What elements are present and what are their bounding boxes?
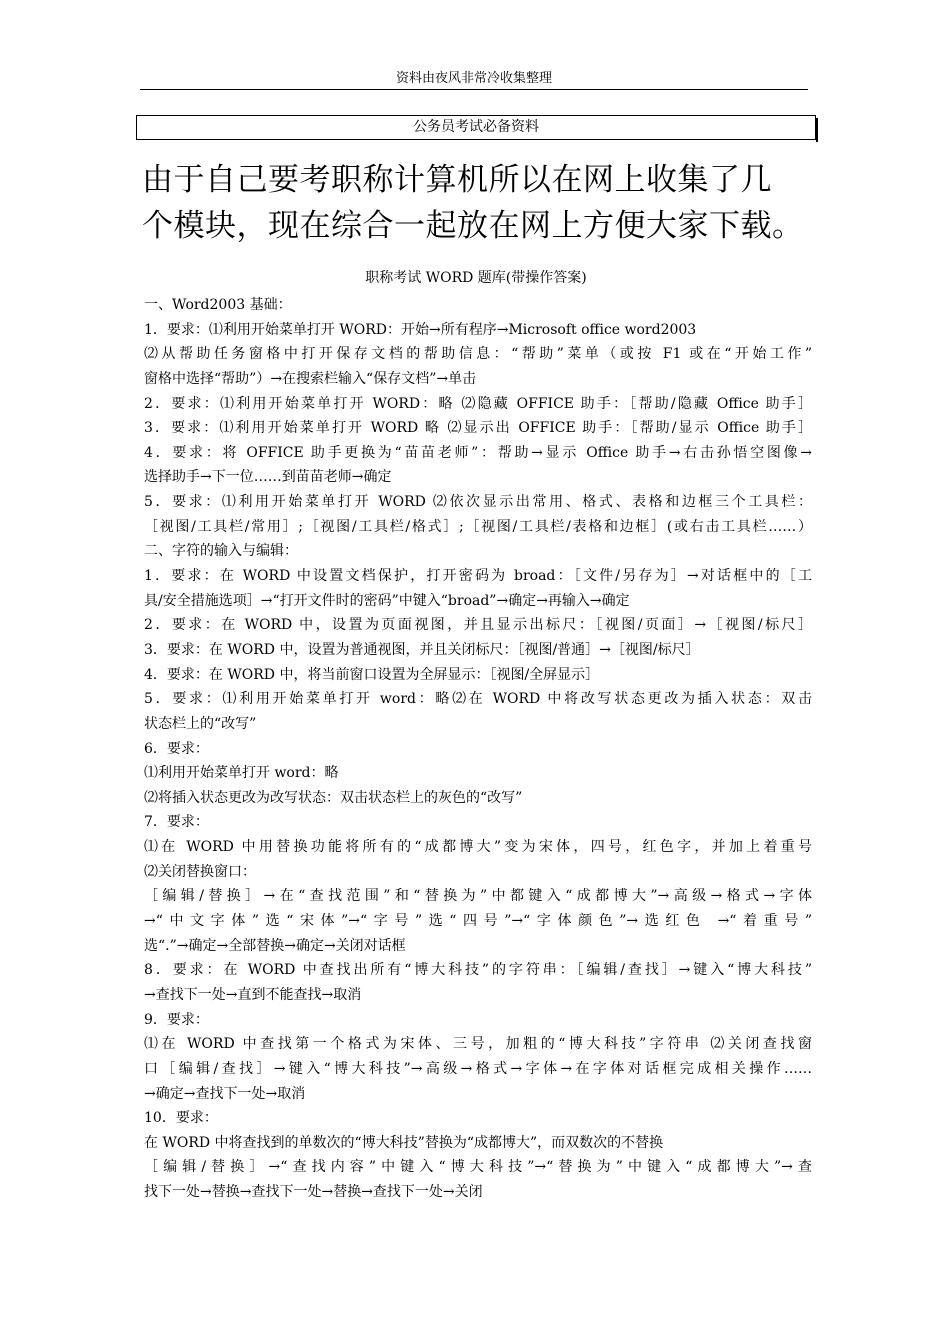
text-line: 3．要求：⑴利用开始菜单打开 WORD 略 ⑵显示出 OFFICE 助手：［帮助/显示 Office 助手］ [144,420,812,437]
text-line: 二、字符的输入与编辑： [144,543,298,560]
text-line: 状态栏上的“改写” [144,715,257,732]
text-line: 4．要求：在 WORD 中，将当前窗口设置为全屏显示：［视图/全屏显示］ [144,666,600,683]
text-line: →确定→查找下一处→取消 [144,1085,306,1102]
text-line: →查找下一处→直到不能查找→取消 [144,986,362,1003]
text-line: 1．要求：⑴利用开始菜单打开 WORD：开始→所有程序→Microsoft office word2003 [144,321,697,338]
title-line: 由于自己要考职称计算机所以在网上收集了几 [142,162,772,198]
text-line: 选“.”→确定→全部替换→确定→关闭对话框 [144,937,406,954]
title-line: 个模块，现在综合一起放在网上方便大家下载。 [142,208,804,244]
text-line: 5．要求：⑴利用开始菜单打开 WORD ⑵依次显示出常用、格式、表格和边框三个工具栏： [144,494,812,511]
text-line: 4．要求：将 OFFICE 助手更换为“苗苗老师”：帮助→显示 Office 助手→右击孙悟空图像→ [144,444,812,461]
page-header-note: 资料由夜风非常冷收集整理 [395,71,552,86]
text-line: ⑵关闭替换窗口： [144,863,256,880]
text-line: 窗格中选择“帮助”）→在搜索栏输入“保存文档”→单击 [144,370,477,387]
text-line: 9．要求： [144,1011,209,1028]
text-line: 具/安全措施选项］→“打开文件时的密码”中键入“broad”→确定→再输入→确定 [144,592,630,609]
text-line: 6．要求： [144,740,209,757]
document-title [142,157,818,249]
text-line: ⑴在 WORD 中用替换功能将所有的“成都博大”变为宋体，四号，红色字，并加上着重号 [144,839,812,856]
text-line: 选择助手→下一位……到苗苗老师→确定 [144,469,392,486]
text-line: 10．要求： [144,1110,218,1127]
text-line: ［编辑/替换］→“查找内容”中键入“博大科技”→“替换为”中键入“成都博大”→查 [144,1159,812,1176]
text-line: 5．要求：⑴利用开始菜单打开 word：略⑵在 WORD 中将改写状态更改为插入状态：双击 [144,691,812,708]
text-line: 2．要求：在 WORD 中，设置为页面视图，并且显示出标尺：［视图/页面］→［视图/标尺］ [144,617,812,634]
text-line: 找下一处→替换→查找下一处→替换→查找下一处→关闭 [144,1184,483,1201]
text-line: 一、Word2003 基础： [144,297,292,313]
text-line: 8．要求：在 WORD 中查找出所有“博大科技”的字符串：［编辑/查找］→键入“博大科技” [144,962,812,979]
header-divider [140,89,808,90]
text-line: 口［编辑/查找］→键入“博大科技”→高级→格式→字体→在字体对话框完成相关操作…… [144,1060,812,1077]
text-line: 3．要求：在 WORD 中，设置为普通视图，并且关闭标尺：［视图/普通］→［视图/标尺］ [144,641,700,658]
text-line: 2．要求：⑴利用开始菜单打开 WORD：略 ⑵隐藏 OFFICE 助手：［帮助/隐藏 Office 助手］ [144,395,812,412]
text-line: ［编辑/替换］→在“查找范围”和“替换为”中都键入“成都博大”→高级→格式→字体 [144,888,812,905]
boxed-banner: 公务员考试必备资料 [136,115,816,140]
text-line: ⑴利用开始菜单打开 word：略 [144,765,339,782]
section-subtitle: 职称考试 WORD 题库(带操作答案) [365,270,587,286]
text-line: 1．要求：在 WORD 中设置文档保护，打开密码为 broad：［文件/另存为］→对话框中的［工 [144,568,812,585]
text-line: →“中文字体”选“宋体”→“字号”选“四号”→“字体颜色”→选红色 →“着重号” [144,913,812,930]
text-line: 在 WORD 中将查找到的单数次的“博大科技”替换为“成都博大”，而双数次的不替换 [144,1134,664,1151]
text-line: ［视图/工具栏/常用］;［视图/工具栏/格式］;［视图/工具栏/表格和边框］(或右击工具栏……） [144,518,812,535]
text-line: ⑵从帮助任务窗格中打开保存文档的帮助信息：“帮助”菜单（或按 F1 或在“开始工作” [144,346,812,363]
body-text [144,293,812,1205]
text-line: ⑴在 WORD 中查找第一个格式为宋体、三号，加粗的“博大科技”字符串 ⑵关闭查找窗 [144,1036,812,1053]
text-line: ⑵将插入状态更改为改写状态：双击状态栏上的灰色的“改写” [144,789,523,806]
text-line: 7．要求： [144,814,209,831]
